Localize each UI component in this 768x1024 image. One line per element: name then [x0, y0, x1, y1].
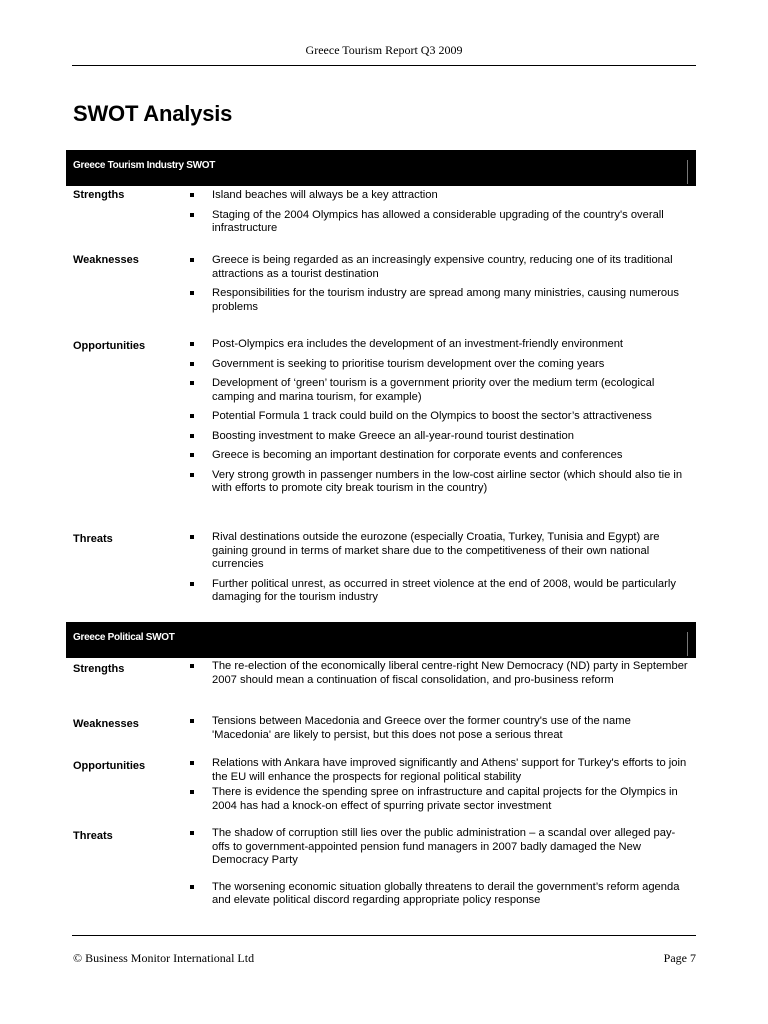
bullet-item: Greece is becoming an important destination for corporate events and conferences [189, 449, 689, 463]
category-label: Threats [73, 533, 113, 545]
bullet-item: Post-Olympics era includes the development of an investment-friendly environment [189, 338, 689, 352]
bullet-icon [190, 381, 194, 385]
bullet-icon [190, 761, 194, 765]
tourism-swot-header [66, 150, 696, 186]
bullet-item: Boosting investment to make Greece an all-year-round tourist destination [189, 430, 689, 444]
bullet-item: There is evidence the spending spree on infrastructure and capital projects for the Olympics in 2004 has had a knock-on effect of spurring private sector investment [189, 786, 689, 813]
category-label: Strengths [73, 663, 125, 675]
bullet-icon [190, 719, 194, 723]
bullet-item: Greece is being regarded as an increasingly expensive country, reducing one of its traditional attractions as a tourist destination [189, 254, 689, 281]
category-label: Threats [73, 830, 113, 842]
category-label: Strengths [73, 189, 125, 201]
bullet-item: Staging of the 2004 Olympics has allowed a considerable upgrading of the country's overall infrastructure [189, 209, 689, 236]
bullet-item: Government is seeking to prioritise tourism development over the coming years [189, 358, 689, 372]
bullet-item: Rival destinations outside the eurozone (especially Croatia, Turkey, Tunisia and Egypt) are gaining ground in terms of market share due to the competitiveness of their own national currencies [189, 531, 689, 572]
bullet-icon [190, 831, 194, 835]
bullet-item: Potential Formula 1 track could build on the Olympics to boost the sector’s attractiveness [189, 410, 689, 424]
page-title: SWOT Analysis [73, 101, 233, 126]
category-label: Weaknesses [73, 254, 139, 266]
footer-copyright: © Business Monitor International Ltd [73, 951, 255, 965]
bullet-item: Relations with Ankara have improved significantly and Athens' support for Turkey's efforts to join the EU will enhance the prospects for regional political stability [189, 757, 689, 784]
bullet-item: The shadow of corruption still lies over the public administration – a scandal over alleged pay-offs to government-appointed pension fund managers in 2007 badly damaged the New Democracy Party [189, 827, 689, 868]
political-swot-header [66, 622, 696, 658]
page-number: Page 7 [663, 951, 696, 965]
footer-rule [72, 935, 696, 936]
bullet-icon [190, 885, 194, 889]
page-header: Greece Tourism Report Q3 2009 [305, 43, 463, 57]
bullet-icon [190, 414, 194, 418]
bullet-icon [190, 291, 194, 295]
bullet-item: The worsening economic situation globally threatens to derail the government’s reform agenda and elevate political discord regarding appropriate policy response [189, 881, 689, 908]
bullet-item: Responsibilities for the tourism industry are spread among many ministries, causing numerous problems [189, 287, 689, 314]
category-label: Opportunities [73, 760, 146, 772]
category-label: Weaknesses [73, 718, 139, 730]
bullet-item: Development of ‘green’ tourism is a government priority over the medium term (ecological camping and marina tourism, for example) [189, 377, 689, 404]
bullet-item: Very strong growth in passenger numbers in the low-cost airline sector (which should also tie in with efforts to promote city break tourism in the country) [189, 469, 689, 496]
bullet-icon [190, 535, 194, 539]
bullet-icon [190, 582, 194, 586]
bullet-item: Tensions between Macedonia and Greece over the former country's use of the name 'Macedonia' are likely to persist, but this does not pose a serious threat [189, 715, 689, 742]
bullet-item: The re-election of the economically liberal centre-right New Democracy (ND) party in September 2007 should mean a continuation of fiscal consolidation, and pro-business reform [189, 660, 689, 687]
header-divider [687, 160, 688, 184]
bullet-icon [190, 434, 194, 438]
bullet-icon [190, 258, 194, 262]
header-rule [72, 65, 696, 66]
bullet-icon [190, 664, 194, 668]
bullet-icon [190, 193, 194, 197]
bullet-item: Island beaches will always be a key attraction [189, 189, 689, 203]
bullet-icon [190, 213, 194, 217]
header-divider [687, 632, 688, 656]
bullet-icon [190, 342, 194, 346]
tourism-swot-heading: Greece Tourism Industry SWOT [73, 160, 216, 171]
bullet-icon [190, 790, 194, 794]
category-label: Opportunities [73, 340, 146, 352]
political-swot-heading: Greece Political SWOT [73, 632, 175, 643]
bullet-icon [190, 362, 194, 366]
bullet-item: Further political unrest, as occurred in street violence at the end of 2008, would be particularly damaging for the tourism industry [189, 578, 689, 605]
bullet-icon [190, 473, 194, 477]
bullet-icon [190, 453, 194, 457]
